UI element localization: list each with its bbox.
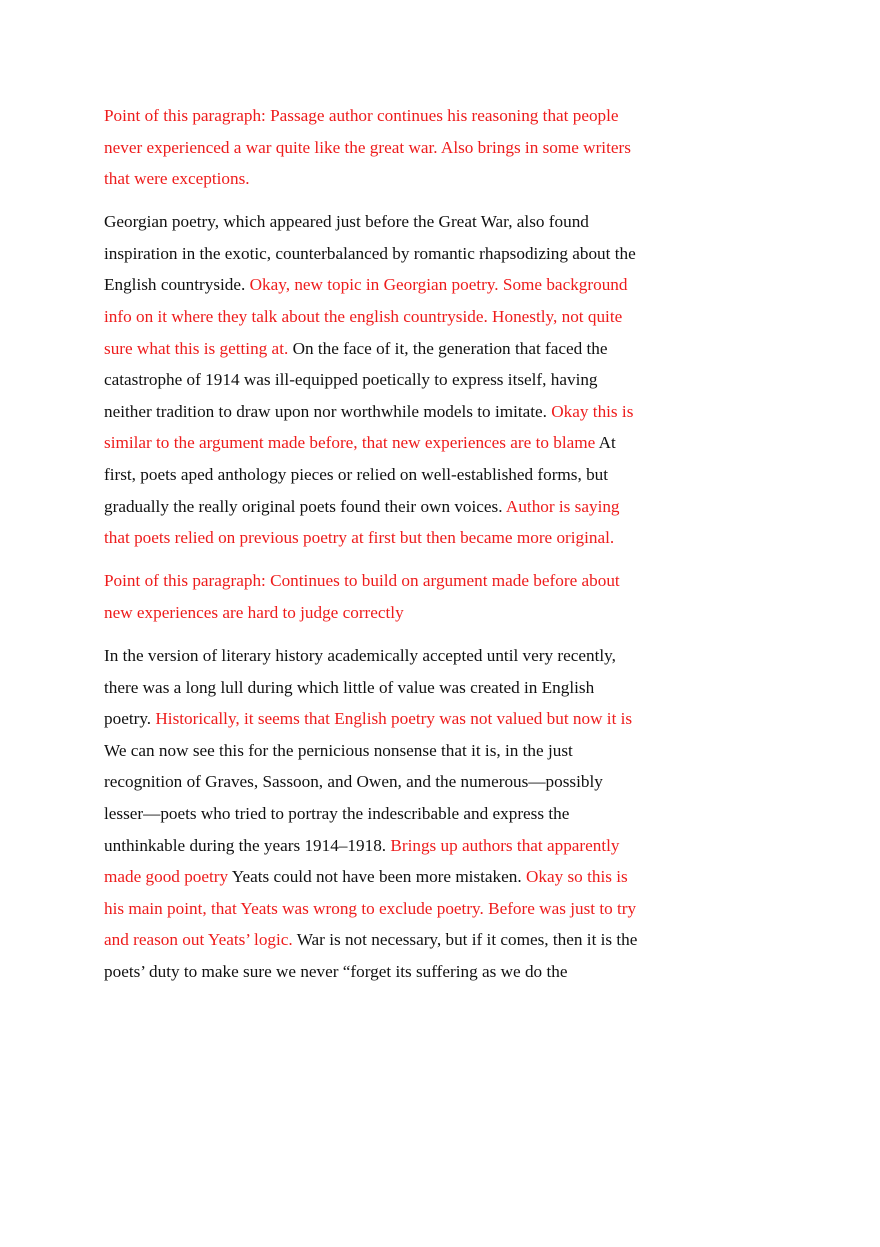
annotation-note: Point of this paragraph: Passage author continues his reasoning that people never experienced a war quite like the great war. Also brings in some writers that were exceptions. xyxy=(104,106,631,189)
annotation-note: Historically, it seems that English poetry was not valued but now it is xyxy=(155,709,633,729)
body-text: Yeats could not have been more mistaken. xyxy=(228,867,526,887)
paragraph-4-literary-history xyxy=(104,640,644,988)
annotation-note: Okay this is similar to the argument made before, that new experiences are to blame xyxy=(104,401,634,453)
document-page xyxy=(104,100,644,999)
annotation-note: Brings up authors that apparently made good poetry xyxy=(104,835,620,887)
body-text: War is not necessary, but if it comes, then it is the poets’ duty to make sure we never “forget its suffering as we do the xyxy=(104,930,638,981)
annotation-note: Okay so this is his main point, that Yeats was wrong to exclude poetry. Before was just to try and reason out Yeats’ logic. xyxy=(104,867,637,950)
annotation-note: Okay, new topic in Georgian poetry. Some background info on it where they talk about the english countryside. Honestly, not quite sure what this is getting at. xyxy=(104,275,628,358)
paragraph-2-georgian-poetry xyxy=(104,206,644,554)
body-text: Georgian poetry, which appeared just before the Great War, also found inspiration in the exotic, counterbalanced by romantic rhapsodizing about the English countryside. xyxy=(104,212,636,295)
body-text: On the face of it, the generation that faced the catastrophe of 1914 was ill-equipped poetically to express itself, having neither tradition to draw upon nor worthwhile models to imitate. xyxy=(104,338,608,421)
annotation-note: Author is saying that poets relied on previous poetry at first but then became more original. xyxy=(104,496,620,548)
paragraph-1-annotation xyxy=(104,100,644,195)
body-text: We can now see this for the pernicious nonsense that it is, in the just recognition of Graves, Sassoon, and Owen, and the numerous—possibly lesser—poets who tried to portray the indescribable and express the unthinkable during the years 1914–1918. xyxy=(104,740,603,855)
paragraph-3-annotation xyxy=(104,565,644,628)
annotation-note: Point of this paragraph: Continues to build on argument made before about new experiences are hard to judge correctly xyxy=(104,571,620,622)
body-text: In the version of literary history academically accepted until very recently, there was a long lull during which little of value was created in English poetry. xyxy=(104,646,616,729)
body-text: At first, poets aped anthology pieces or relied on well-established forms, but gradually the really original poets found their own voices. xyxy=(104,433,616,516)
